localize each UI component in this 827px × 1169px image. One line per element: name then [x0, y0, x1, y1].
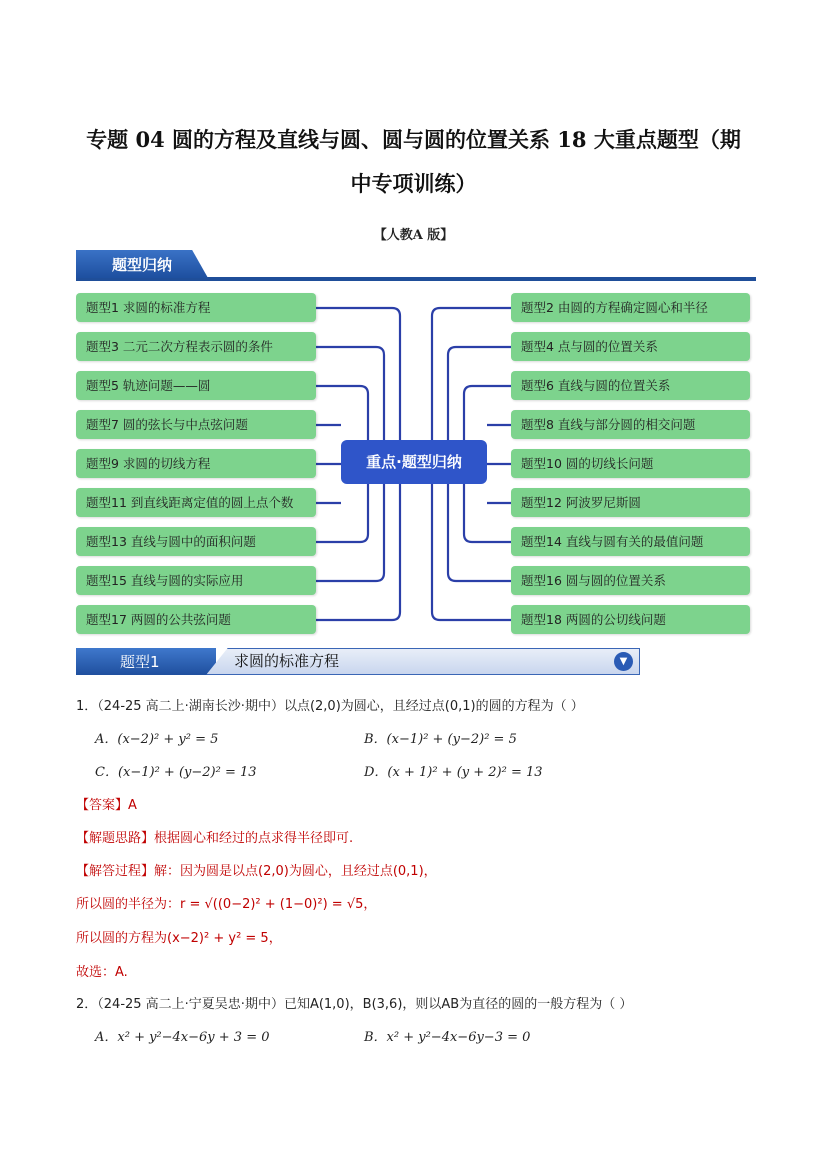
question-1-stem: 1．（24-25 高二上·湖南长沙·期中）以点(2,0)为圆心，且经过点(0,1)的圆的方程为（ ）	[76, 699, 584, 714]
topic-box: 题型8 直线与部分圆的相交问题	[511, 410, 750, 439]
section-banner	[76, 250, 756, 284]
topic-box: 题型16 圆与圆的位置关系	[511, 566, 750, 595]
section-header-1	[76, 648, 640, 675]
topic-box: 题型13 直线与圆中的面积问题	[76, 527, 316, 556]
option-b: B．x² + y²−4x−6y−3 = 0	[364, 1030, 531, 1045]
solution-choice: 故选：A.	[76, 965, 128, 980]
topic-box: 题型18 两圆的公切线问题	[511, 605, 750, 634]
topic-box: 题型9 求圆的切线方程	[76, 449, 316, 478]
option-a: A．(x−2)² + y² = 5	[95, 732, 219, 747]
option-b: B．(x−1)² + (y−2)² = 5	[364, 732, 517, 747]
page-title	[60, 118, 767, 206]
option-d: D．(x + 1)² + (y + 2)² = 13	[364, 765, 543, 780]
topic-box: 题型10 圆的切线长问题	[511, 449, 750, 478]
chevron-down-icon[interactable]: ▼	[614, 652, 633, 671]
topic-mindmap	[0, 286, 827, 636]
mindmap-center: 重点·题型归纳	[341, 440, 487, 484]
topic-box: 题型1 求圆的标准方程	[76, 293, 316, 322]
option-a: A．x² + y²−4x−6y + 3 = 0	[95, 1030, 270, 1045]
topic-box: 题型4 点与圆的位置关系	[511, 332, 750, 361]
topic-box: 题型3 二元二次方程表示圆的条件	[76, 332, 316, 361]
answer-line: 【答案】A	[76, 798, 137, 813]
topic-box: 题型5 轨迹问题——圆	[76, 371, 316, 400]
title-line-1: 专题 04 圆的方程及直线与圆、圆与圆的位置关系 18 大重点题型（期	[86, 127, 741, 152]
topic-box: 题型7 圆的弦长与中点弦问题	[76, 410, 316, 439]
topic-box: 题型2 由圆的方程确定圆心和半径	[511, 293, 750, 322]
topic-box: 题型12 阿波罗尼斯圆	[511, 488, 750, 517]
question-2-stem: 2．（24-25 高二上·宁夏吴忠·期中）已知A(1,0)，B(3,6)，则以AB为直径的圆的一般方程为（ ）	[76, 997, 633, 1012]
topic-box: 题型17 两圆的公共弦问题	[76, 605, 316, 634]
solution-equation: 所以圆的方程为(x−2)² + y² = 5，	[76, 931, 282, 946]
section-tag-label: 题型1	[120, 653, 160, 671]
option-c: C．(x−1)² + (y−2)² = 13	[95, 765, 257, 780]
topic-box: 题型15 直线与圆的实际应用	[76, 566, 316, 595]
topic-box: 题型14 直线与圆有关的最值问题	[511, 527, 750, 556]
topic-box: 题型11 到直线距离定值的圆上点个数	[76, 488, 316, 517]
section-title: 求圆的标准方程	[234, 652, 340, 670]
title-line-2: 中专项训练）	[350, 171, 477, 196]
solution-process: 【解答过程】解：因为圆是以点(2,0)为圆心，且经过点(0,1)，	[76, 864, 437, 879]
topic-box: 题型6 直线与圆的位置关系	[511, 371, 750, 400]
edition-label: 【人教A 版】	[373, 228, 454, 243]
banner-label: 题型归纳	[112, 256, 173, 274]
solution-idea: 【解题思路】根据圆心和经过的点求得半径即可.	[76, 831, 354, 846]
solution-radius: 所以圆的半径为：r = √((0−2)² + (1−0)²) = √5，	[76, 897, 377, 912]
